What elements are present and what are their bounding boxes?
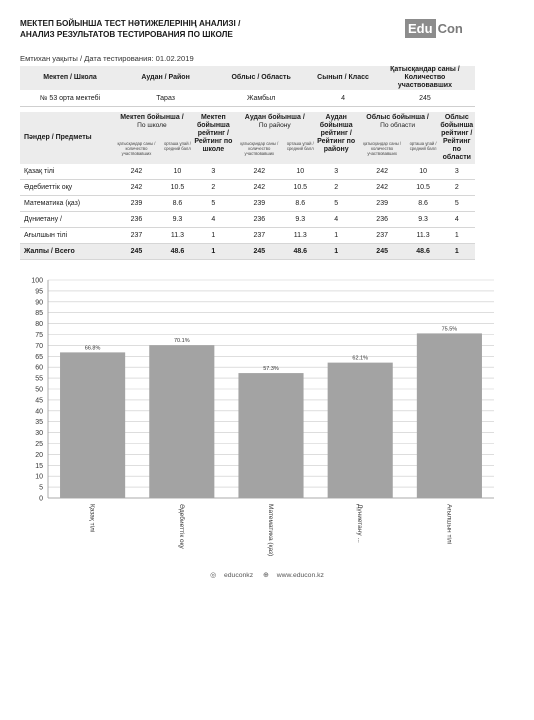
y-tick-label: 10 [35, 473, 43, 481]
school-group-sub: По школе [137, 122, 167, 129]
bar [60, 352, 125, 498]
cell-value: 3 [439, 164, 475, 180]
cell-value: 1 [439, 244, 475, 260]
col-region-group [357, 112, 439, 139]
col-district-group [234, 112, 316, 139]
cell-value: 239 [111, 196, 162, 212]
cell-value: 242 [357, 180, 408, 196]
y-tick-label: 25 [35, 441, 43, 448]
col-subject: Пәндер / Предметы [20, 112, 111, 164]
cell-value: 10 [408, 164, 439, 180]
cell-value: 2 [193, 180, 234, 196]
col-school-rating: Мектеп бойынша рейтинг / Рейтинг по школе [193, 112, 234, 164]
logo-part-con: Con [437, 21, 463, 36]
results-row [20, 228, 475, 244]
cell-value: 8.6 [285, 196, 316, 212]
website-link[interactable]: www.educon.kz [276, 572, 324, 579]
y-tick-label: 35 [35, 419, 43, 427]
logo-part-edu: Edu [405, 19, 436, 38]
x-category-label: Әдебиеттік оқу [177, 504, 185, 549]
cell-value: 242 [111, 180, 162, 196]
results-body [20, 164, 475, 260]
cell-value: 239 [234, 196, 285, 212]
bar-value-label: 66.8% [84, 345, 101, 352]
cell-value: 237 [357, 228, 408, 244]
results-row [20, 196, 475, 212]
cell-subject: Математика (қаз) [20, 196, 111, 212]
x-category-label: Ағылшын тілі [445, 504, 453, 545]
y-tick-label: 30 [35, 430, 43, 438]
cell-value: 3 [316, 164, 357, 180]
x-category-label: Дүниетану ... [356, 504, 364, 543]
bar [417, 333, 482, 498]
y-tick-label: 20 [35, 451, 43, 459]
results-row [20, 164, 475, 180]
cell-value: 10 [285, 164, 316, 180]
cell-value: 1 [316, 244, 357, 260]
cell-value: 48.6 [408, 244, 439, 260]
cell-value: 10 [162, 164, 193, 180]
cell-subject: Қазақ тілі [20, 164, 111, 180]
cell-value: 5 [439, 196, 475, 212]
results-total-row [20, 244, 475, 260]
cell-value: 245 [357, 244, 408, 260]
y-tick-label: 40 [35, 408, 43, 416]
cell-value: 9.3 [408, 212, 439, 228]
y-tick-label: 90 [35, 299, 43, 307]
cell-value: 1 [193, 244, 234, 260]
district-group-title: Аудан бойынша / [244, 114, 305, 121]
cell-value: 9.3 [285, 212, 316, 228]
col-region: Облыс / Область [211, 66, 311, 90]
y-tick-label: 65 [35, 353, 43, 361]
results-header-row [20, 112, 475, 139]
cell-value: 5 [316, 196, 357, 212]
x-category-label: Қазақ тілі [88, 504, 96, 533]
district-group-sub: По району [258, 122, 291, 129]
cell-value: 245 [111, 244, 162, 260]
footer [0, 571, 534, 579]
col-region-rating: Облыс бойынша рейтинг / Рейтинг по области [439, 112, 475, 164]
bar-value-label: 57.3% [263, 366, 279, 373]
cell-value: 242 [234, 164, 285, 180]
y-tick-label: 60 [35, 364, 43, 372]
col-district: Аудан / Район [120, 66, 211, 90]
col-school: Мектеп / Школа [20, 66, 120, 90]
bar-value-label: 62.1% [352, 355, 369, 362]
educon-logo [405, 19, 465, 38]
cell-subject: Жалпы / Всего [20, 244, 111, 260]
cell-value: 242 [111, 164, 162, 180]
y-tick-label: 95 [35, 288, 43, 296]
cell-value: 242 [357, 164, 408, 180]
cell-region: Жамбыл [211, 90, 311, 107]
region-group-title: Облыс бойынша / [366, 114, 429, 121]
cell-value: 5 [193, 196, 234, 212]
cell-class: 4 [311, 90, 375, 107]
test-date: Емтихан уақыты / Дата тестирования: 01.02.2019 [20, 54, 194, 63]
cell-value: 3 [193, 164, 234, 180]
school-info-header-row [20, 66, 475, 90]
y-tick-label: 0 [39, 495, 43, 503]
cell-value: 4 [316, 212, 357, 228]
cell-value: 10.5 [408, 180, 439, 196]
cell-value: 2 [439, 180, 475, 196]
col-school-group [111, 112, 193, 139]
district-count-label: қатысқандар саны / количество участвовавших [234, 139, 285, 164]
web-icon: ⊕ [263, 572, 269, 579]
bar [238, 373, 303, 498]
cell-value: 1 [439, 228, 475, 244]
bar [149, 345, 214, 498]
cell-value: 11.3 [285, 228, 316, 244]
cell-value: 8.6 [408, 196, 439, 212]
region-count-label: қатысқандар саны / количество участвовавших [357, 139, 408, 164]
cell-value: 10.5 [285, 180, 316, 196]
cell-value: 1 [316, 228, 357, 244]
cell-value: 9.3 [162, 212, 193, 228]
col-district-rating: Аудан бойынша рейтинг / Рейтинг по району [316, 112, 357, 164]
results-bar-chart [0, 270, 534, 570]
cell-value: 10.5 [162, 180, 193, 196]
cell-value: 245 [234, 244, 285, 260]
results-table [20, 112, 475, 260]
school-group-title: Мектеп бойынша / [120, 114, 184, 121]
cell-value: 1 [193, 228, 234, 244]
cell-value: 236 [357, 212, 408, 228]
cell-value: 239 [357, 196, 408, 212]
y-tick-label: 45 [35, 397, 43, 405]
cell-value: 48.6 [285, 244, 316, 260]
cell-value: 11.3 [408, 228, 439, 244]
instagram-icon: ◎ [210, 572, 216, 579]
y-tick-label: 85 [35, 310, 43, 318]
cell-participants: 245 [375, 90, 475, 107]
cell-value: 4 [193, 212, 234, 228]
y-tick-label: 80 [35, 321, 43, 329]
cell-subject: Ағылшын тілі [20, 228, 111, 244]
cell-value: 2 [316, 180, 357, 196]
cell-value: 236 [234, 212, 285, 228]
cell-value: 242 [234, 180, 285, 196]
col-participants: Қатысқандар саны / Количество участвовавших [375, 66, 475, 90]
cell-value: 8.6 [162, 196, 193, 212]
cell-subject: Әдебиеттік оқу [20, 180, 111, 196]
y-tick-label: 55 [35, 375, 43, 383]
y-tick-label: 15 [35, 462, 43, 470]
cell-district: Тараз [120, 90, 211, 107]
bar [328, 363, 393, 498]
cell-value: 237 [234, 228, 285, 244]
region-avg-label: орташа ұпай / средний балл [408, 139, 439, 164]
cell-value: 236 [111, 212, 162, 228]
cell-school: № 53 орта мектебі [20, 90, 120, 107]
y-tick-label: 70 [35, 342, 43, 350]
report-title-ru: АНАЛИЗ РЕЗУЛЬТАТОВ ТЕСТИРОВАНИЯ ПО ШКОЛЕ [20, 30, 233, 39]
bar-value-label: 70.1% [173, 338, 190, 345]
school-avg-label: орташа ұпай / средний балл [162, 139, 193, 164]
cell-value: 11.3 [162, 228, 193, 244]
school-info-row [20, 90, 475, 107]
y-tick-label: 5 [39, 484, 43, 492]
results-row [20, 212, 475, 228]
report-title-kz: МЕКТЕП БОЙЫНША ТЕСТ НӘТИЖЕЛЕРІНІҢ АНАЛИЗІ / [20, 19, 241, 28]
region-group-sub: По области [380, 122, 416, 129]
y-tick-label: 50 [35, 386, 43, 394]
y-tick-label: 100 [31, 277, 43, 285]
cell-value: 4 [439, 212, 475, 228]
bar-value-label: 75.5% [441, 326, 458, 333]
report-title [20, 18, 350, 40]
instagram-handle: educonkz [224, 572, 254, 579]
cell-subject: Дүниетану / [20, 212, 111, 228]
x-category-label: Математика (қаз) [267, 504, 274, 557]
results-row [20, 180, 475, 196]
school-count-label: қатысқандар саны / количество участвовавших [111, 139, 162, 164]
cell-value: 237 [111, 228, 162, 244]
y-tick-label: 75 [35, 332, 43, 339]
cell-value: 48.6 [162, 244, 193, 260]
school-info-table [20, 66, 475, 107]
chart-bars [60, 326, 482, 556]
district-avg-label: орташа ұпай / средний балл [285, 139, 316, 164]
col-class: Сынып / Класс [311, 66, 375, 90]
